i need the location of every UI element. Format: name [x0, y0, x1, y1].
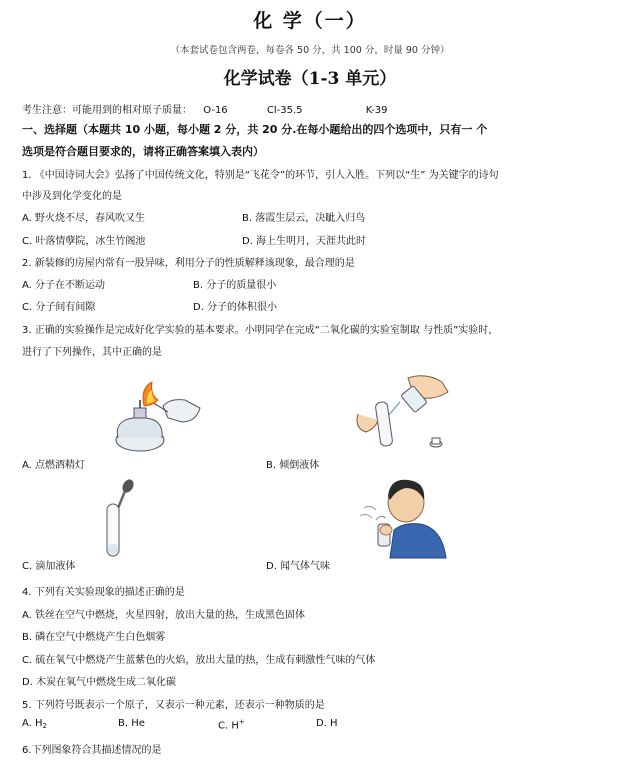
q4-option-d: D. 木炭在氧气中燃烧生成二氧化碳	[22, 677, 177, 688]
q1-option-a: A. 野火烧不尽，春风吹又生	[22, 213, 146, 224]
q1-stem-line1: 1. 《中国诗词大会》弘扬了中国传统文化，特别是“飞花令”的环节，引人入胜。下列以“生” 为关键字的诗句	[22, 170, 499, 181]
mass-k: K-39	[365, 105, 388, 116]
q4-option-c: C. 硫在氧气中燃烧产生蓝紫色的火焰，放出大量的热，生成有刺激性气味的气体	[22, 655, 376, 666]
q3-stem-line2: 进行了下列操作，其中正确的是	[22, 347, 162, 358]
q3-stem-line1: 3. 正确的实验操作是完成好化学实验的基本要求。小明同学在完成“二氧化碳的实验室制取 与性质”实验时，	[22, 325, 499, 336]
q5-option-b: B. He	[118, 718, 145, 729]
section1-heading-line1: 一、选择题（本题共 10 小题，每小题 2 分，共 20 分.在每小题给出的四个选项中，只有一 个	[22, 123, 488, 136]
mass-o: O-16	[203, 105, 228, 116]
atomic-mass-note	[22, 101, 388, 116]
q2-stem: 2. 新装修的房屋内常有一股异味，利用分子的性质解释该现象，最合理的是	[22, 258, 355, 269]
q5-option-a	[22, 718, 47, 730]
q2-option-c: C. 分子间有间隙	[22, 302, 96, 313]
q2-option-a: A. 分子在不断运动	[22, 280, 106, 291]
q6-stem: 6.下列图象符合其描述情况的是	[22, 745, 162, 756]
q1-stem-line2: 中涉及到化学变化的是	[22, 191, 122, 202]
q4-stem: 4. 下列有关实验现象的描述正确的是	[22, 587, 185, 598]
q3-option-d: D. 闻气体气味	[266, 561, 331, 572]
page-title: 化 学（一）	[253, 10, 367, 32]
q4-option-b: B. 磷在空气中燃烧产生白色烟雾	[22, 632, 166, 643]
q1-option-b: B. 落霞生层云，决眦入归鸟	[242, 213, 366, 224]
q3-option-b: B. 倾倒液体	[266, 460, 320, 471]
q5-option-c-superscript: +	[238, 718, 245, 726]
q2-option-d: D. 分子的体积很小	[193, 302, 278, 313]
q1-option-c: C. 叶落情孽院，冰生竹阁池	[22, 236, 146, 247]
q5-stem: 5. 下列符号既表示一个原子，又表示一种元素，还表示一种物质的是	[22, 700, 325, 711]
paper-subtitle: 化学试卷（1-3 单元）	[223, 69, 397, 89]
mass-cl: Cl-35.5	[266, 105, 303, 116]
section1-heading-line2: 选项是符合题目要求的，请将正确答案填入表内）	[22, 145, 264, 158]
q5-option-c	[218, 718, 245, 731]
exam-note: （本套试卷包含两卷，每卷各 50 分，共 100 分，时量 90 分钟）	[170, 45, 450, 56]
atomic-mass-label: 考生注意：可能用到的相对原子质量：	[22, 105, 192, 116]
q4-option-a: A. 铁丝在空气中燃烧，火星四射，放出大量的热，生成黑色固体	[22, 610, 306, 621]
q1-option-d: D. 海上生明月，天涯共此时	[242, 236, 367, 247]
q5-option-c-text: C. H	[218, 720, 239, 732]
alcohol-lamp-figure	[100, 378, 210, 458]
dropper-figure	[102, 478, 142, 560]
q5-option-a-text: A. H	[22, 718, 43, 729]
q5-option-a-subscript: 2	[42, 722, 48, 730]
smelling-gas-figure	[350, 474, 450, 562]
q2-option-b: B. 分子的质量很小	[193, 280, 277, 291]
q3-option-c: C. 滴加液体	[22, 561, 76, 572]
pouring-liquid-figure	[348, 372, 468, 454]
q3-option-a: A. 点燃酒精灯	[22, 460, 86, 471]
q5-option-d: D. H	[316, 718, 338, 729]
